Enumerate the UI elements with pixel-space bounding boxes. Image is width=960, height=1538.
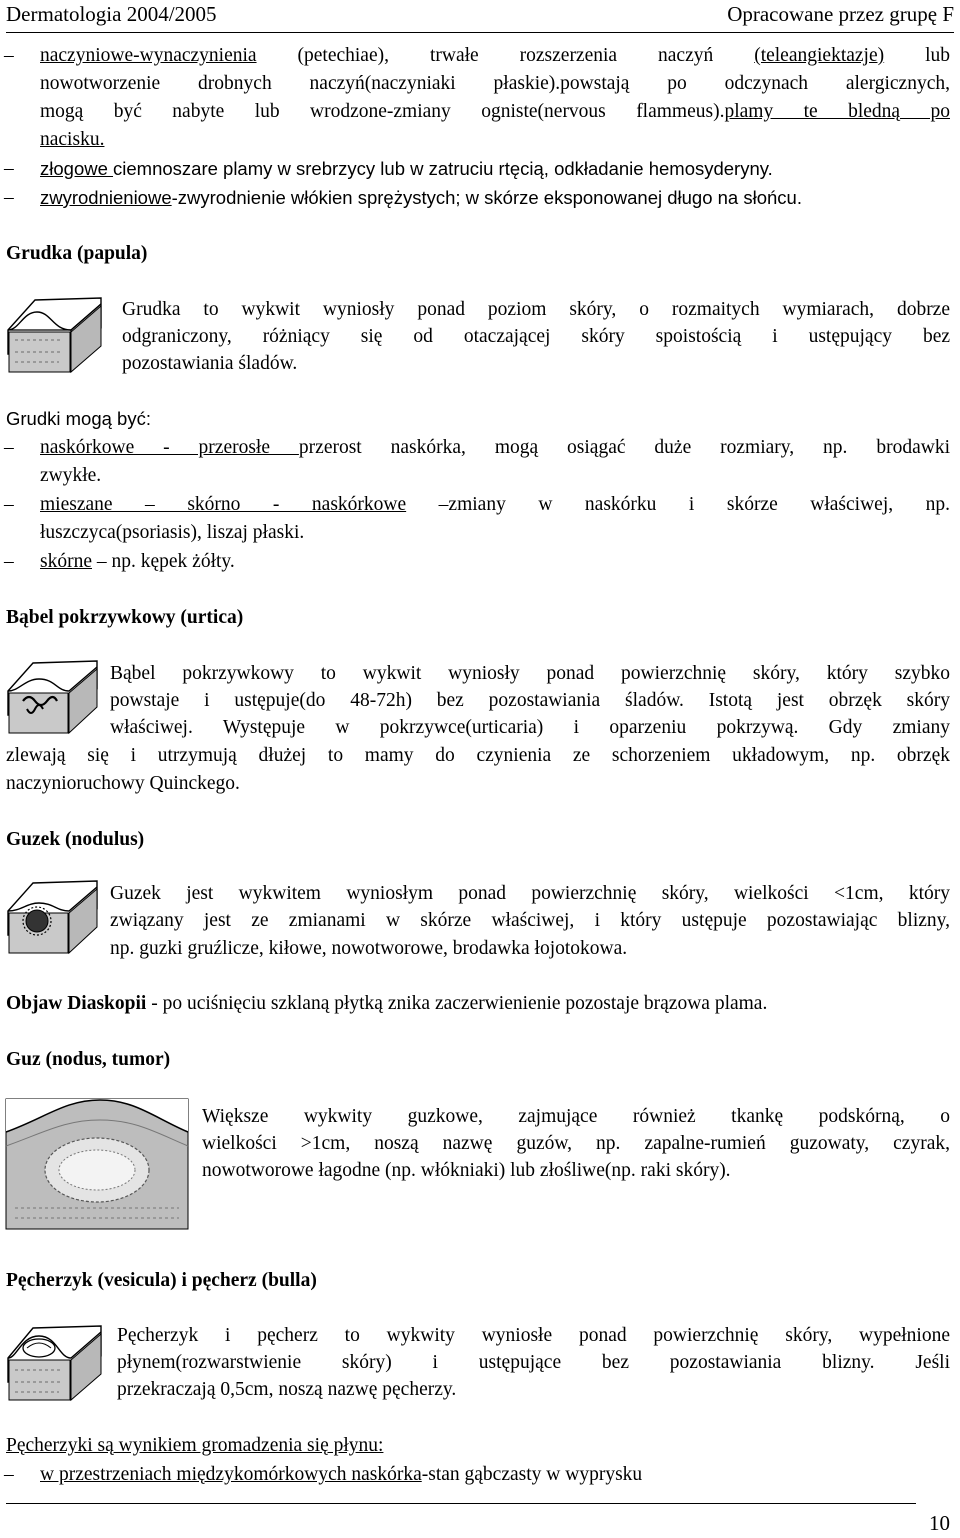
grudka-line-1: Grudka to wykwit wyniosły ponad poziom skóry, o rozmaitych wymiarach, dobrze bbox=[122, 299, 950, 320]
guz-line-2: wielkości >1cm, noszą nazwę guzów, np. zapalne-rumień guzowaty, czyrak, bbox=[202, 1133, 950, 1154]
vesicula-icon bbox=[5, 1318, 105, 1404]
pecherzyk-line-1: Pęcherzyk i pęcherz to wykwity wyniosłe ponad powierzchnię skóry, wypełnione bbox=[117, 1325, 950, 1346]
bullet-dash: – bbox=[4, 158, 14, 179]
grudka-line-2: odgraniczony, różniący się od otaczającej skóry spoistością i ustępujący bez bbox=[122, 326, 950, 347]
pecherzyki-subheading: Pęcherzyki są wynikiem gromadzenia się płynu: bbox=[6, 1435, 384, 1456]
bullet-dash: – bbox=[4, 551, 14, 572]
footer-divider bbox=[6, 1503, 916, 1504]
header-author: Opracowane przez grupę F bbox=[727, 2, 954, 26]
heading-guzek: Guzek (nodulus) bbox=[6, 829, 145, 850]
babel-line-4: zlewają się i utrzymują dłużej to mamy do czynienia ze schorzeniem układowym, np. obrzęk bbox=[6, 745, 950, 766]
page-number: 10 bbox=[929, 1511, 950, 1535]
babel-line-1: Bąbel pokrzywkowy to wykwit wyniosły ponad powierzchnię skóry, który szybko bbox=[110, 663, 950, 684]
bullet-dash: – bbox=[4, 45, 14, 66]
guzek-line-2: związany jest ze zmianami w skórze właściwej, i który ustępuje pozostawiając blizny, bbox=[110, 910, 950, 931]
urtica-icon bbox=[5, 655, 101, 737]
nodulus-icon bbox=[5, 877, 101, 957]
papula-icon bbox=[5, 290, 107, 376]
tumor-icon bbox=[5, 1098, 189, 1230]
babel-line-5: naczynioruchowy Quinckego. bbox=[6, 773, 240, 794]
intro-line-1: naczyniowe-wynaczynienia (petechiae), trwałe rozszerzenia naczyń (teleangiektazje) lub bbox=[40, 45, 950, 66]
pecherzyk-line-2: płynem(rozwarstwienie skóry) i ustępujące bez pozostawiania blizny. Jeśli bbox=[117, 1352, 950, 1373]
intro-line-6: zwyrodnieniowe-zwyrodnienie włókien sprężystych; w skórze eksponowanej długo na słońcu. bbox=[40, 187, 802, 208]
page-header bbox=[6, 0, 954, 33]
guzek-line-3: np. guzki gruźlicze, kiłowe, nowotworowe, brodawka łojotokowa. bbox=[110, 938, 628, 959]
pecherzyk-line-3: przekraczają 0,5cm, noszą nazwę pęcherzy. bbox=[117, 1379, 457, 1400]
grudki-item-1: naskórkowe - przerosłe przerost naskórka, mogą osiągać duże rozmiary, np. brodawki bbox=[40, 437, 950, 458]
intro-line-3: mogą być nabyte lub wrodzone-zmiany ogniste(nervous flammeus).plamy te bledną po bbox=[40, 101, 950, 122]
pecherzyki-item-1: w przestrzeniach międzykomórkowych naskórka-stan gąbczasty w wyprysku bbox=[40, 1464, 643, 1485]
guz-line-3: nowotworowe łagodne (np. włókniaki) lub złośliwe(np. raki skóry). bbox=[202, 1160, 731, 1181]
grudki-item-3: skórne – np. kępek żółty. bbox=[40, 551, 235, 572]
header-title: Dermatologia 2004/2005 bbox=[6, 2, 217, 26]
guzek-line-1: Guzek jest wykwitem wyniosłym ponad powierzchnię skóry, wielkości <1cm, który bbox=[110, 883, 950, 904]
intro-line-5: złogowe ciemnoszare plamy w srebrzycy lub w zatruciu rtęcią, odkładanie hemosyderyny. bbox=[40, 158, 773, 179]
grudki-item-2: mieszane – skórno - naskórkowe –zmiany w naskórku i skórze właściwej, np. bbox=[40, 494, 950, 515]
heading-babel: Bąbel pokrzywkowy (urtica) bbox=[6, 607, 244, 628]
heading-pecherzyk: Pęcherzyk (vesicula) i pęcherz (bulla) bbox=[6, 1270, 317, 1291]
grudki-moga-byc: Grudki mogą być: bbox=[6, 408, 151, 429]
heading-grudka: Grudka (papula) bbox=[6, 243, 148, 264]
heading-guz: Guz (nodus, tumor) bbox=[6, 1049, 171, 1070]
bullet-dash: – bbox=[4, 1464, 14, 1485]
grudki-item-1-cont: zwykłe. bbox=[40, 465, 102, 486]
objaw-diaskopii: Objaw Diaskopii - po uciśnięciu szklaną płytką znika zaczerwienienie pozostaje brązowa plama. bbox=[6, 993, 768, 1014]
bullet-dash: – bbox=[4, 437, 14, 458]
bullet-dash: – bbox=[4, 494, 14, 515]
bullet-dash: – bbox=[4, 187, 14, 208]
babel-line-3: właściwej. Występuje w pokrzywce(urticaria) i oparzeniu pokrzywą. Gdy zmiany bbox=[110, 717, 950, 738]
intro-line-4: nacisku. bbox=[40, 129, 105, 150]
guz-line-1: Większe wykwity guzkowe, zajmujące również tkankę podskórną, o bbox=[202, 1106, 950, 1127]
grudki-item-2-cont: łuszczyca(psoriasis), liszaj płaski. bbox=[40, 522, 305, 543]
intro-line-2: nowotworzenie drobnych naczyń(naczyniaki płaskie).powstają po odczynach alergicznych, bbox=[40, 73, 950, 94]
babel-line-2: powstaje i ustępuje(do 48-72h) bez pozostawiania śladów. Istotą jest obrzęk skóry bbox=[110, 690, 950, 711]
grudka-line-3: pozostawiania śladów. bbox=[122, 353, 298, 374]
